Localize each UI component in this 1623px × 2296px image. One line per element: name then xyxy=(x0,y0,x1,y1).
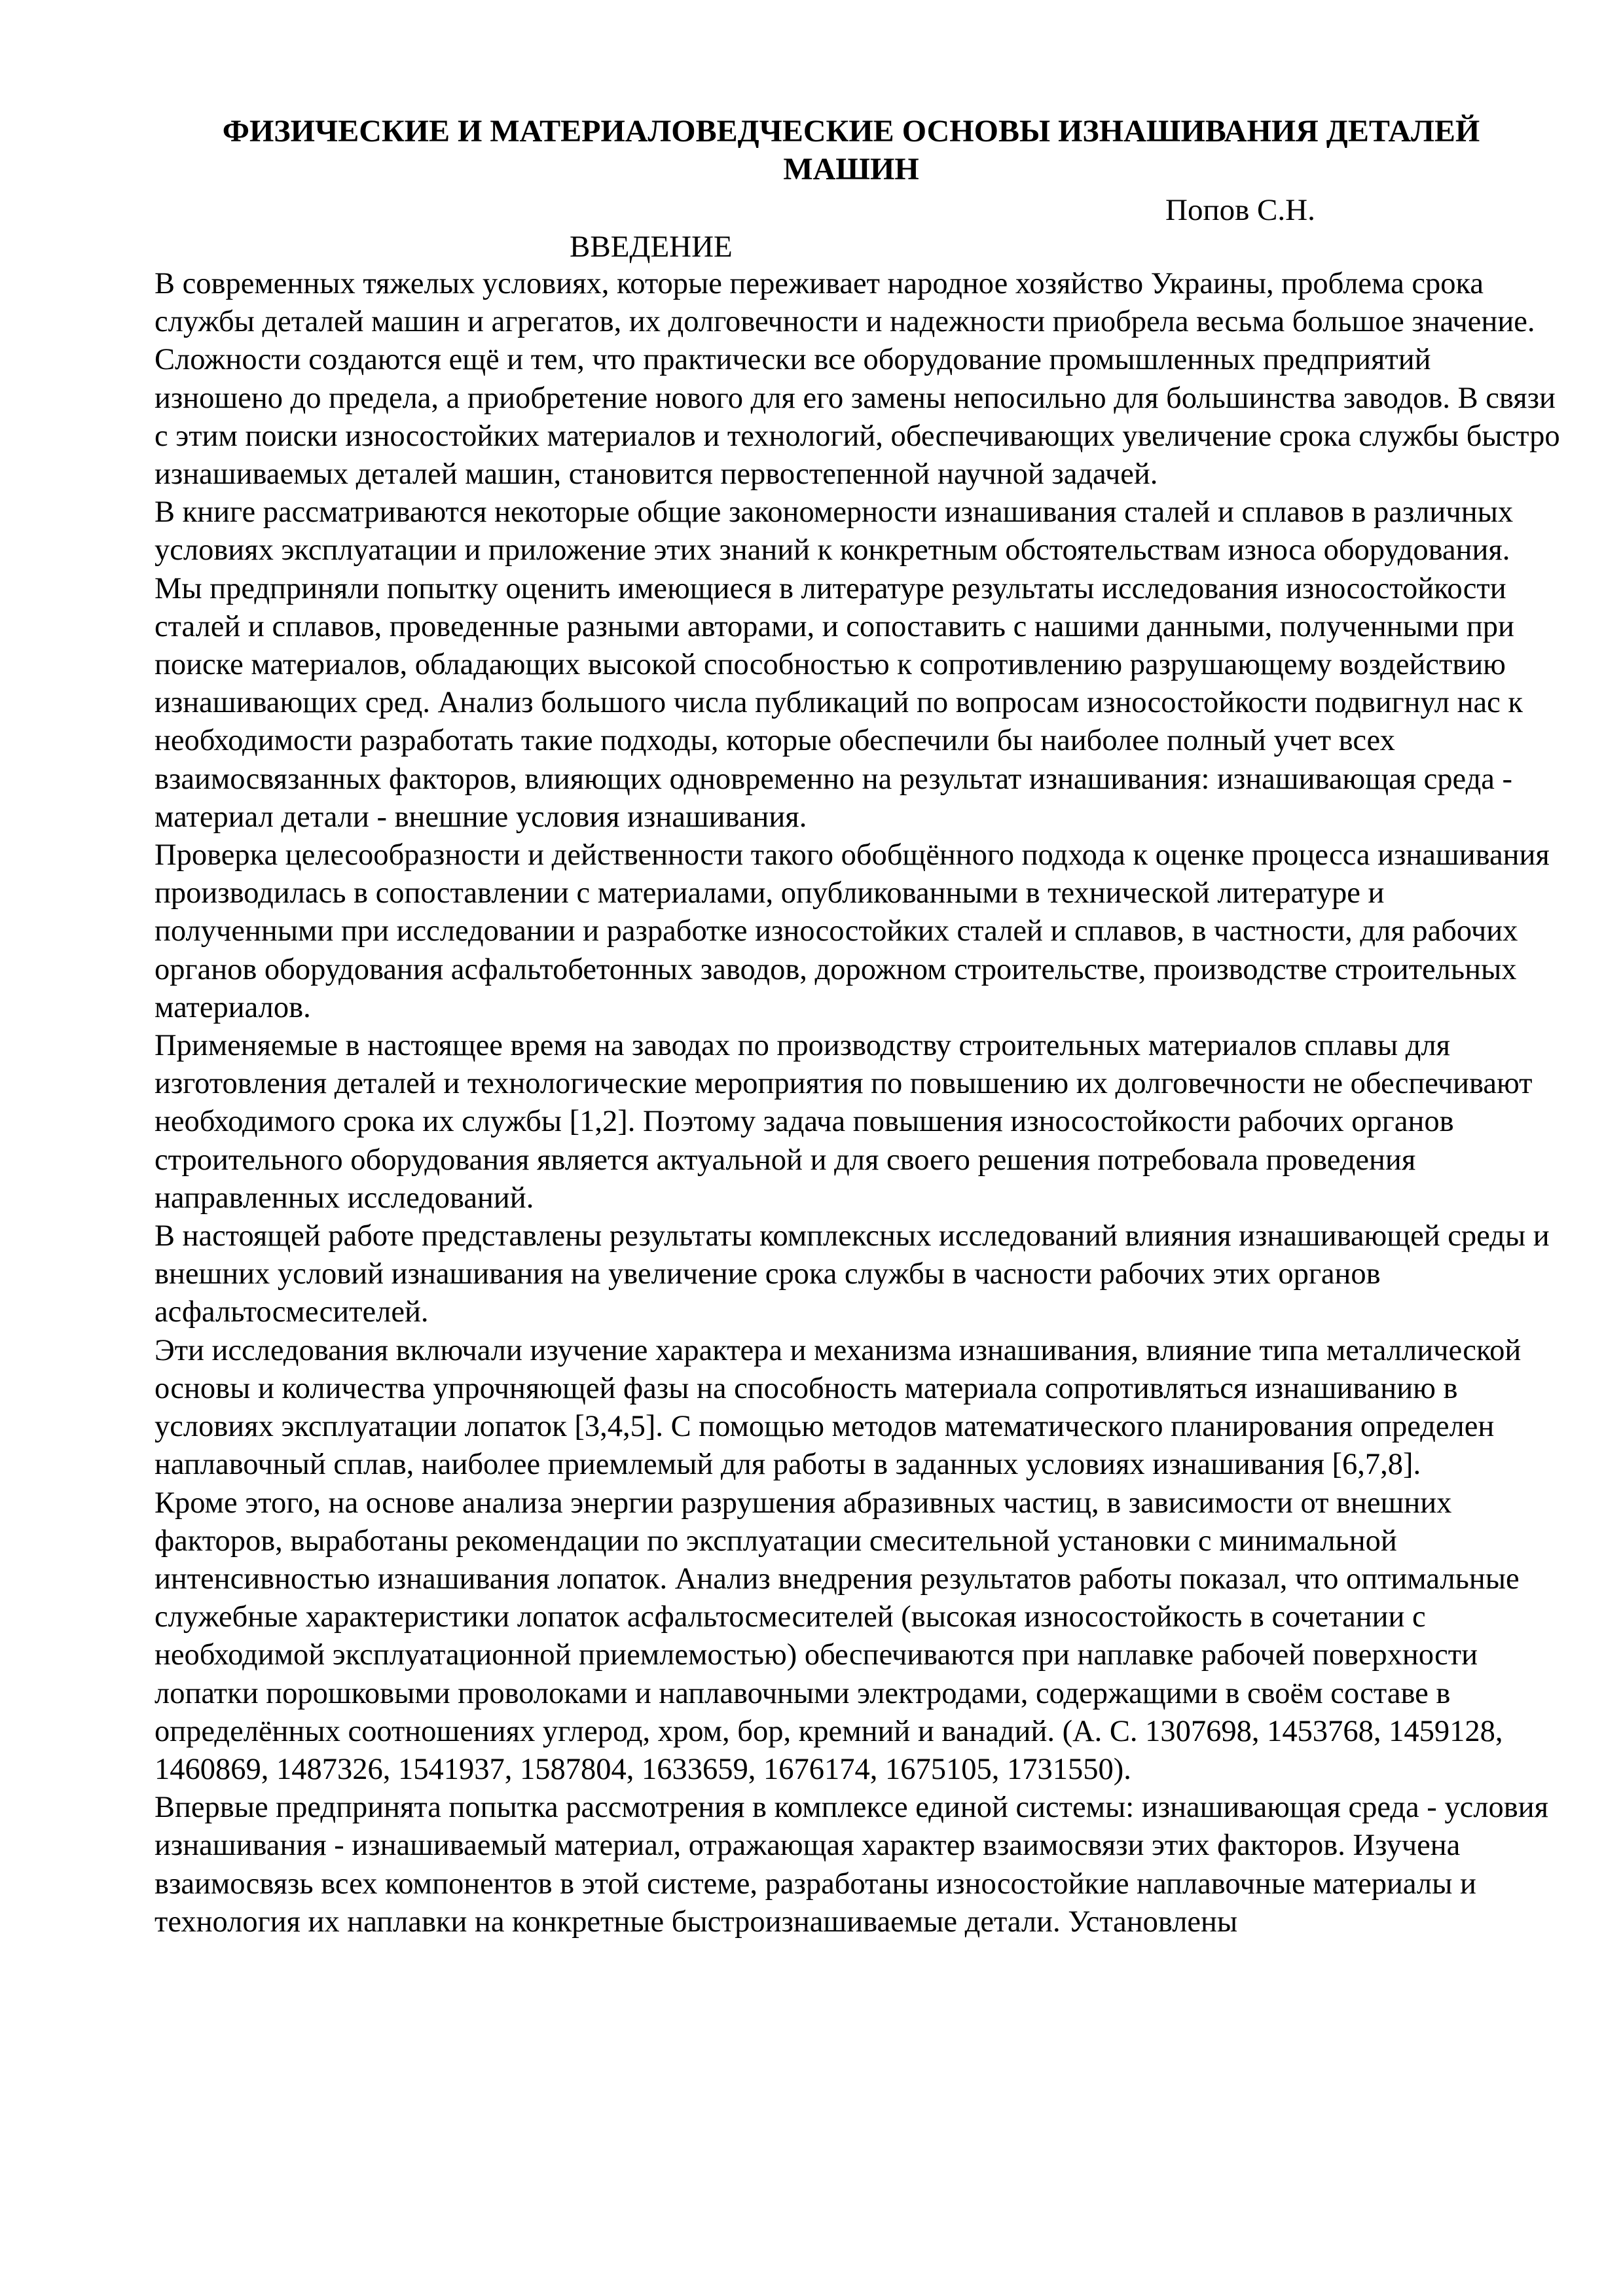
paragraph: Впервые предпринята попытка рассмотрения в комплексе единой системы: изнашивающая среда - условия изнашивания - изнашиваемый материал, отражающая характер взаимосвязи этих факторов. Изучена взаимосвязь всех компонентов в этой системе, разработаны износостойкие наплавочные материалы и технология их наплавки на конкретные быстроизнашиваемые детали. Установлены xyxy=(155,1791,1548,1939)
paragraph: Мы предприняли попытку оценить имеющиеся в литературе результаты исследования износостойкости сталей и сплавов, проведенные разными авторами, и сопоставить с нашими данными, полученными при поиске материалов, обладающих высокой способностью к сопротивлению разрушающему воздействию изнашивающих сред. Анализ большого числа публикаций по вопросам износостойкости подвигнул нас к необходимости разработать такие подходы, которые обеспечили бы наиболее полный учет всех взаимосвязанных факторов, влияющих одновременно на результат изнашивания: изнашивающая среда - материал детали - внешние условия изнашивания. xyxy=(155,571,1523,834)
body-text xyxy=(155,265,1562,1941)
section-heading: ВВЕДЕНИЕ xyxy=(570,230,733,264)
paragraph: Эти исследования включали изучение характера и механизма изнашивания, влияние типа металлической основы и количества упрочняющей фазы на способность материала сопротивляться изнашиванию в условиях эксплуатации лопаток [3,4,5]. С помощью методов математического планирования определен наплавочный сплав, наиболее приемлемый для работы в заданных условиях изнашивания [6,7,8]. xyxy=(155,1333,1522,1482)
paragraph: В книге рассматриваются некоторые общие закономерности изнашивания сталей и сплавов в различных условиях эксплуатации и приложение этих знаний к конкретным обстоятельствам износа оборудования. xyxy=(155,495,1514,567)
paragraph: Проверка целесообразности и действенности такого обобщённого подхода к оценке процесса изнашивания производилась в сопоставлении с материалами, опубликованными в технической литературе и полученными при исследовании и разработке износостойких сталей и сплавов, в частности, для рабочих органов оборудования асфальтобетонных заводов, дорожном строительстве, производстве строительных материалов. xyxy=(155,838,1550,1024)
paragraph: В настоящей работе представлены результаты комплексных исследований влияния изнашивающей среды и внешних условий изнашивания на увеличение срока службы в часности рабочих этих органов асфальтосмесителей. xyxy=(155,1219,1550,1329)
paragraph: Кроме этого, на основе анализа энергии разрушения абразивных частиц, в зависимости от внешних факторов, выработаны рекомендации по эксплуатации смесительной установки с минимальной интенсивностью изнашивания лопаток. Анализ внедрения результатов работы показал, что оптимальные служебные характеристики лопаток асфальтосмесителей (высокая износостойкость в сочетании с необходимой эксплуатационной приемлемостью) обеспечиваются при наплавке рабочей поверхности лопатки порошковыми проволоками и наплавочными электродами, содержащими в своём составе в определённых соотношениях углерод, хром, бор, кремний и ванадий. (А. С. 1307698, 1453768, 1459128, 1460869, 1487326, 1541937, 1587804, 1633659, 1676174, 1675105, 1731550). xyxy=(155,1486,1520,1786)
document-title: ФИЗИЧЕСКИЕ И МАТЕРИАЛОВЕДЧЕСКИЕ ОСНОВЫ ИЗНАШИВАНИЯ ДЕТАЛЕЙ МАШИН xyxy=(222,114,1480,187)
paragraph: В современных тяжелых условиях, которые переживает народное хозяйство Украины, проблема срока службы деталей машин и агрегатов, их долговечности и надежности приобрела весьма большое значение. Сложности создаются ещё и тем, что практически все оборудование промышленных предприятий изношено до предела, а приобретение нового для его замены непосильно для большинства заводов. В связи с этим поиски износостойких материалов и технологий, обеспечивающих увеличение срока службы быстро изнашиваемых деталей машин, становится первостепенной научной задачей. xyxy=(155,267,1560,492)
paragraph: Применяемые в настоящее время на заводах по производству строительных материалов сплавы для изготовления деталей и технологические мероприятия по повышению их долговечности не обеспечивают необходимого срока их службы [1,2]. Поэтому задача повышения износостойкости рабочих органов строительного оборудования является актуальной и для своего решения потребовала проведения направленных исследований. xyxy=(155,1029,1533,1215)
author-name: Попов С.Н. xyxy=(1165,193,1315,227)
